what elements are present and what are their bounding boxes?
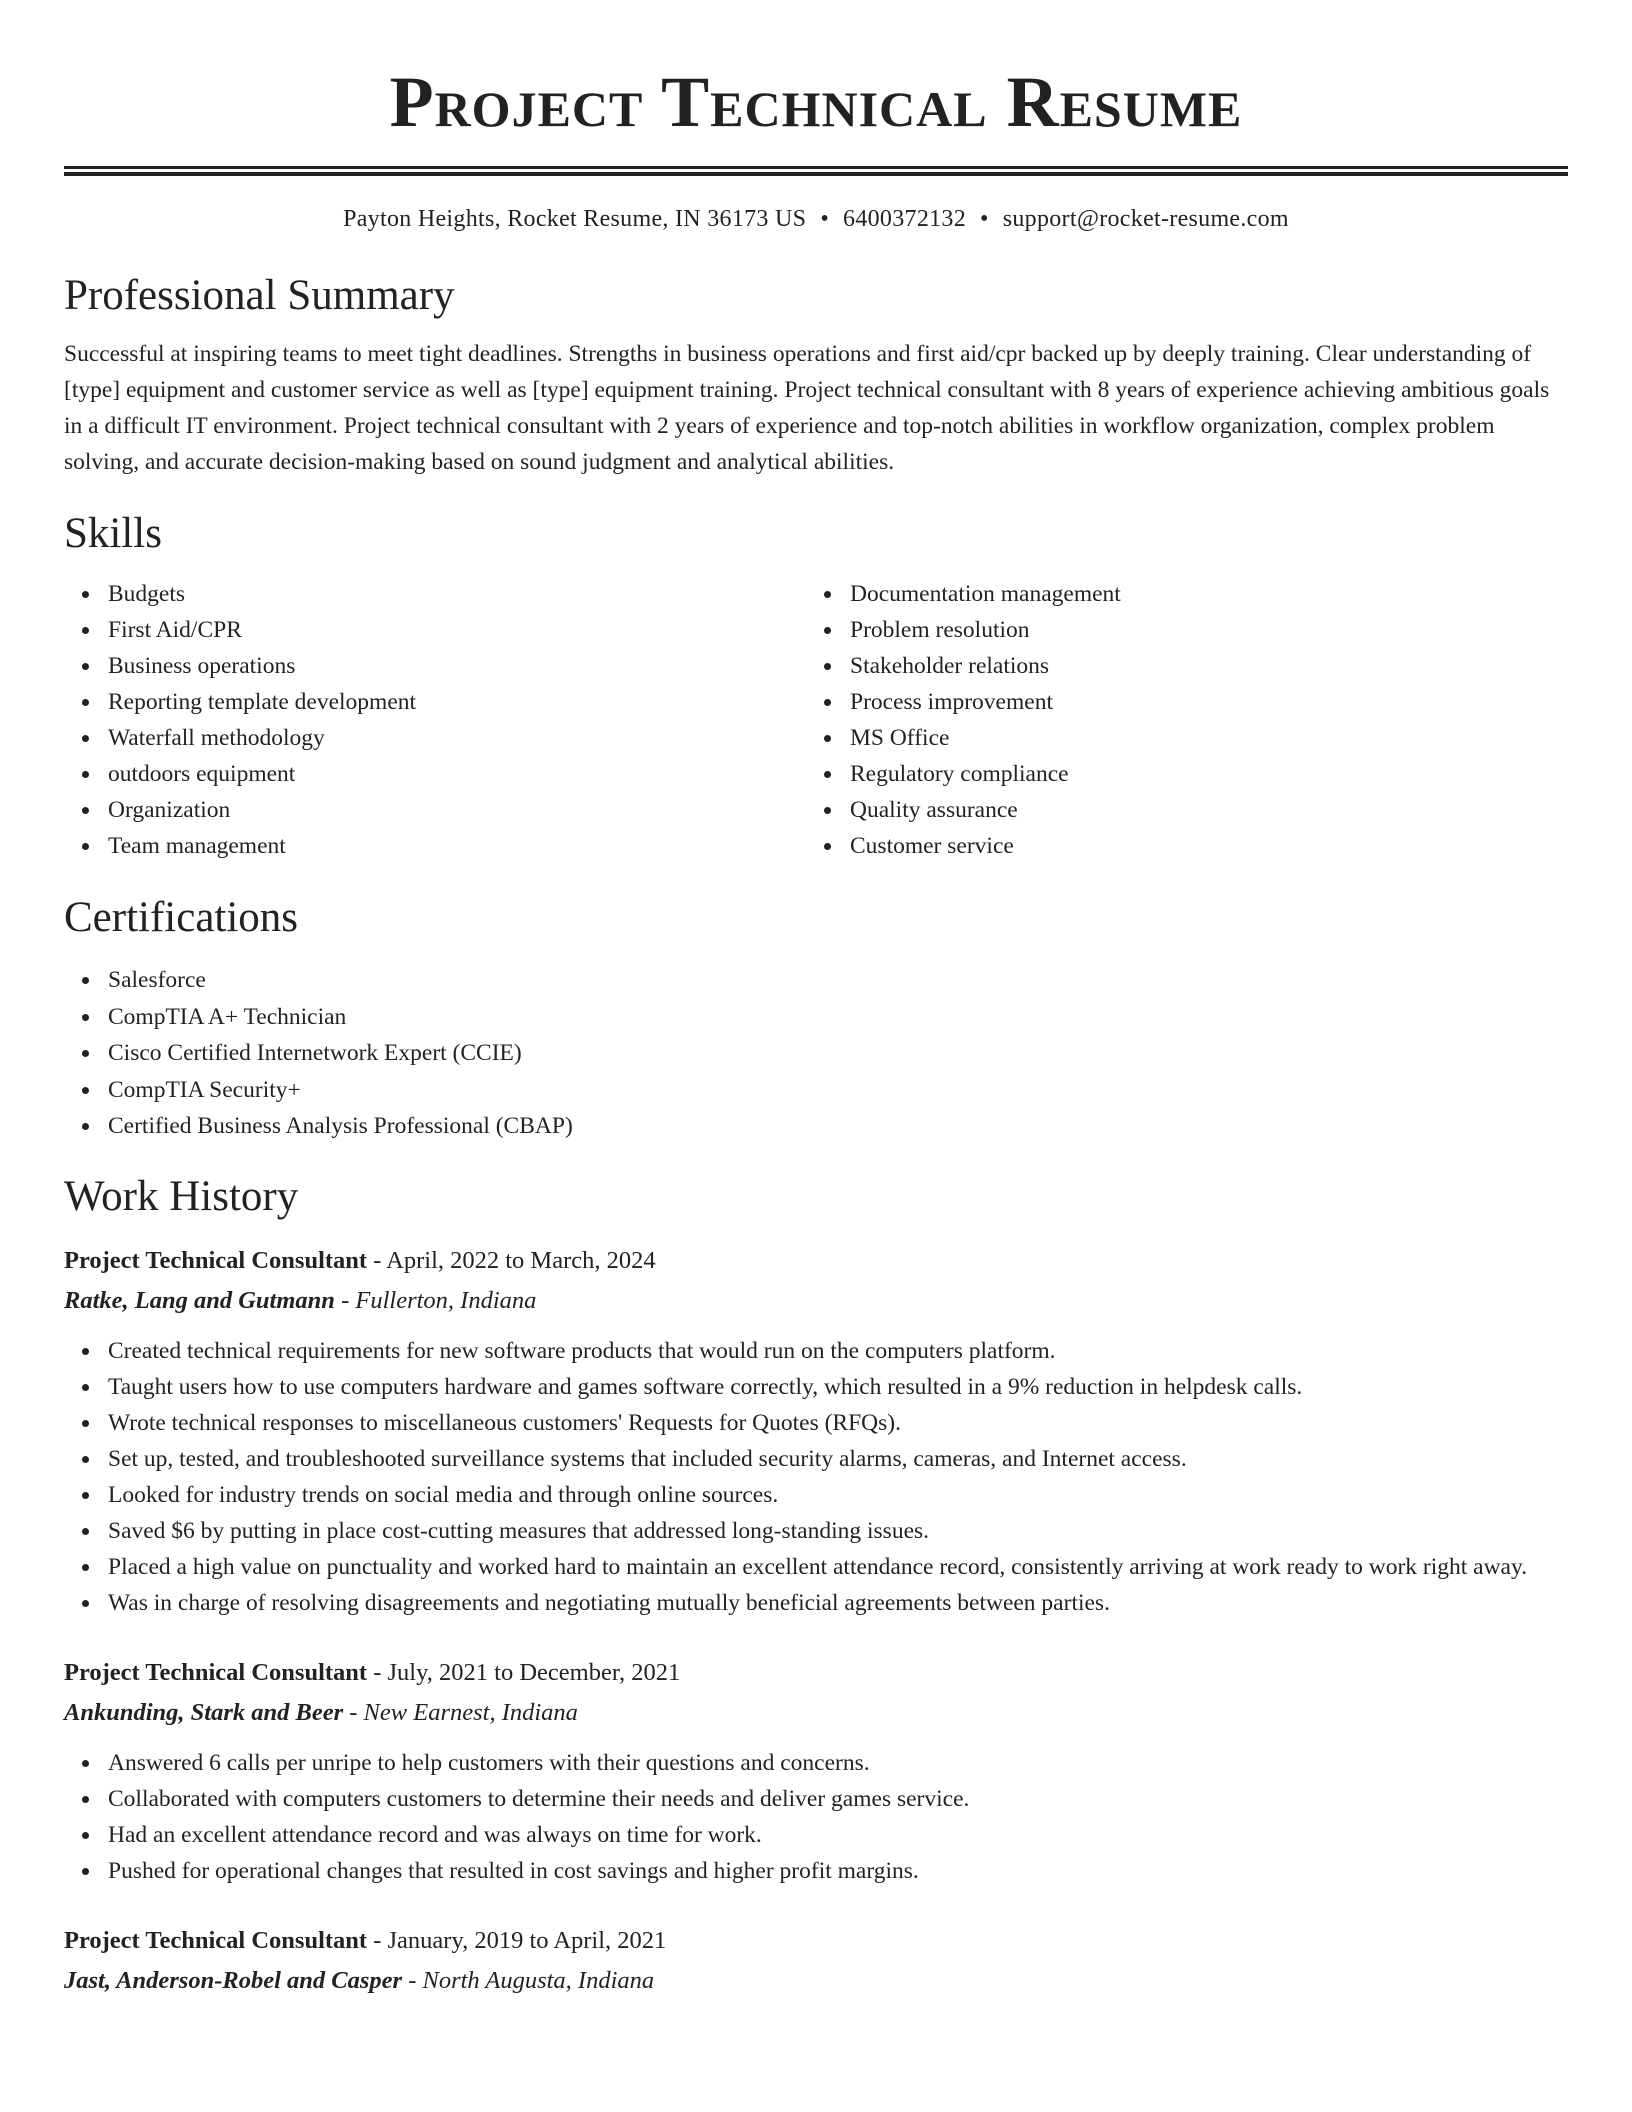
skill-item: Customer service [850,828,1548,864]
certification-item: Certified Business Analysis Professional (CBAP) [108,1108,1568,1145]
skill-item: Stakeholder relations [850,648,1548,684]
job-bullet: Taught users how to use computers hardware and games software correctly, which resulted in a 9% reduction in helpdesk calls. [108,1369,1568,1405]
skill-item: First Aid/CPR [108,612,806,648]
skills-column-left [64,576,806,864]
certifications-list [64,962,1568,1145]
job-company: Ratke, Lang and Gutmann [64,1286,335,1314]
job-title: Project Technical Consultant [64,1658,368,1686]
job-bullets [64,1333,1568,1621]
summary-text: Successful at inspiring teams to meet tight deadlines. Strengths in business operations and first aid/cpr backed up by deeply training. Clear understanding of [type] equipment and customer service as well as [type] equipment training. Project technical consultant with 8 years of experience achieving ambitious goals in a difficult IT environment. Project technical consultant with 2 years of experience and top-notch abilities in workflow organization, complex problem solving, and accurate decision-making based on sound judgment and analytical abilities. [64,341,1550,475]
section-heading-certifications: Certifications [64,894,299,941]
job-bullet: Created technical requirements for new software products that would run on the computers platform. [108,1333,1568,1369]
job-bullet: Collaborated with computers customers to determine their needs and deliver games service. [108,1781,1568,1817]
job-dates: January, 2019 to April, 2021 [387,1926,667,1954]
skill-item: Documentation management [850,576,1548,612]
job-bullet: Answered 6 calls per unripe to help customers with their questions and concerns. [108,1745,1568,1781]
job-bullet: Had an excellent attendance record and was always on time for work. [108,1817,1568,1853]
section-heading-skills: Skills [64,510,162,557]
job-title: Project Technical Consultant [64,1926,368,1954]
skills-list-left [64,576,806,864]
skill-item: Problem resolution [850,612,1548,648]
certification-item: Cisco Certified Internetwork Expert (CCIE) [108,1035,1568,1072]
skill-item: MS Office [850,720,1548,756]
resume-title: Project Technical Resume [389,62,1243,142]
job-title-line: Project Technical Consultant - January, 2019 to April, 2021 [64,1926,667,1954]
certification-item: CompTIA A+ Technician [108,999,1568,1036]
certification-item: CompTIA Security+ [108,1072,1568,1109]
skill-item: Budgets [108,576,806,612]
contact-address: Payton Heights, Rocket Resume, IN 36173 US [343,206,807,232]
job-title-line: Project Technical Consultant - April, 2022 to March, 2024 [64,1246,656,1274]
job-company: Ankunding, Stark and Beer [64,1698,344,1726]
skill-item: Business operations [108,648,806,684]
job-bullet: Pushed for operational changes that resulted in cost savings and higher profit margins. [108,1853,1568,1889]
skills-columns [64,576,1568,864]
skill-item: Waterfall methodology [108,720,806,756]
job-company-line: Jast, Anderson-Robel and Casper - North Augusta, Indiana [64,1966,655,1994]
job-location: New Earnest, Indiana [363,1698,578,1726]
job-entry [64,1653,1568,1889]
job-bullets [64,1745,1568,1889]
job-location: North Augusta, Indiana [422,1966,655,1994]
job-bullet: Was in charge of resolving disagreements and negotiating mutually beneficial agreements between parties. [108,1585,1568,1621]
job-bullet: Placed a high value on punctuality and worked hard to maintain an excellent attendance record, consistently arriving at work ready to work right away. [108,1549,1568,1585]
skill-item: Organization [108,792,806,828]
job-dates: April, 2022 to March, 2024 [386,1246,656,1274]
job-bullet: Set up, tested, and troubleshooted surveillance systems that included security alarms, cameras, and Internet access. [108,1441,1568,1477]
job-bullet: Looked for industry trends on social media and through online sources. [108,1477,1568,1513]
job-entry [64,1241,1568,1621]
job-entry [64,1921,1568,2001]
skills-column-right [806,576,1548,864]
certification-item: Salesforce [108,962,1568,999]
section-heading-work-history: Work History [64,1172,299,1220]
job-company-line: Ratke, Lang and Gutmann - Fullerton, Indiana [64,1286,537,1314]
skill-item: Process improvement [850,684,1548,720]
section-heading-summary: Professional Summary [64,272,455,319]
job-dates: July, 2021 to December, 2021 [387,1658,681,1686]
skills-list-right [806,576,1548,864]
skill-item: outdoors equipment [108,756,806,792]
contact-separator: • [820,206,830,232]
job-location: Fullerton, Indiana [355,1286,537,1314]
job-company-line: Ankunding, Stark and Beer - New Earnest, Indiana [64,1698,578,1726]
skill-item: Quality assurance [850,792,1548,828]
skill-item: Team management [108,828,806,864]
job-bullet: Saved $6 by putting in place cost-cutting measures that addressed long-standing issues. [108,1513,1568,1549]
resume-page [64,0,1568,2001]
skill-item: Regulatory compliance [850,756,1548,792]
contact-email: support@rocket-resume.com [1002,206,1289,232]
job-bullet: Wrote technical responses to miscellaneous customers' Requests for Quotes (RFQs). [108,1405,1568,1441]
job-company: Jast, Anderson-Robel and Casper [64,1966,403,1994]
contact-separator: • [980,206,989,232]
title-divider [64,166,1568,176]
job-title-line: Project Technical Consultant - July, 2021 to December, 2021 [64,1658,681,1686]
job-title: Project Technical Consultant [64,1246,368,1274]
skill-item: Reporting template development [108,684,806,720]
contact-phone: 6400372132 [843,206,967,232]
contact-line [64,204,1568,234]
